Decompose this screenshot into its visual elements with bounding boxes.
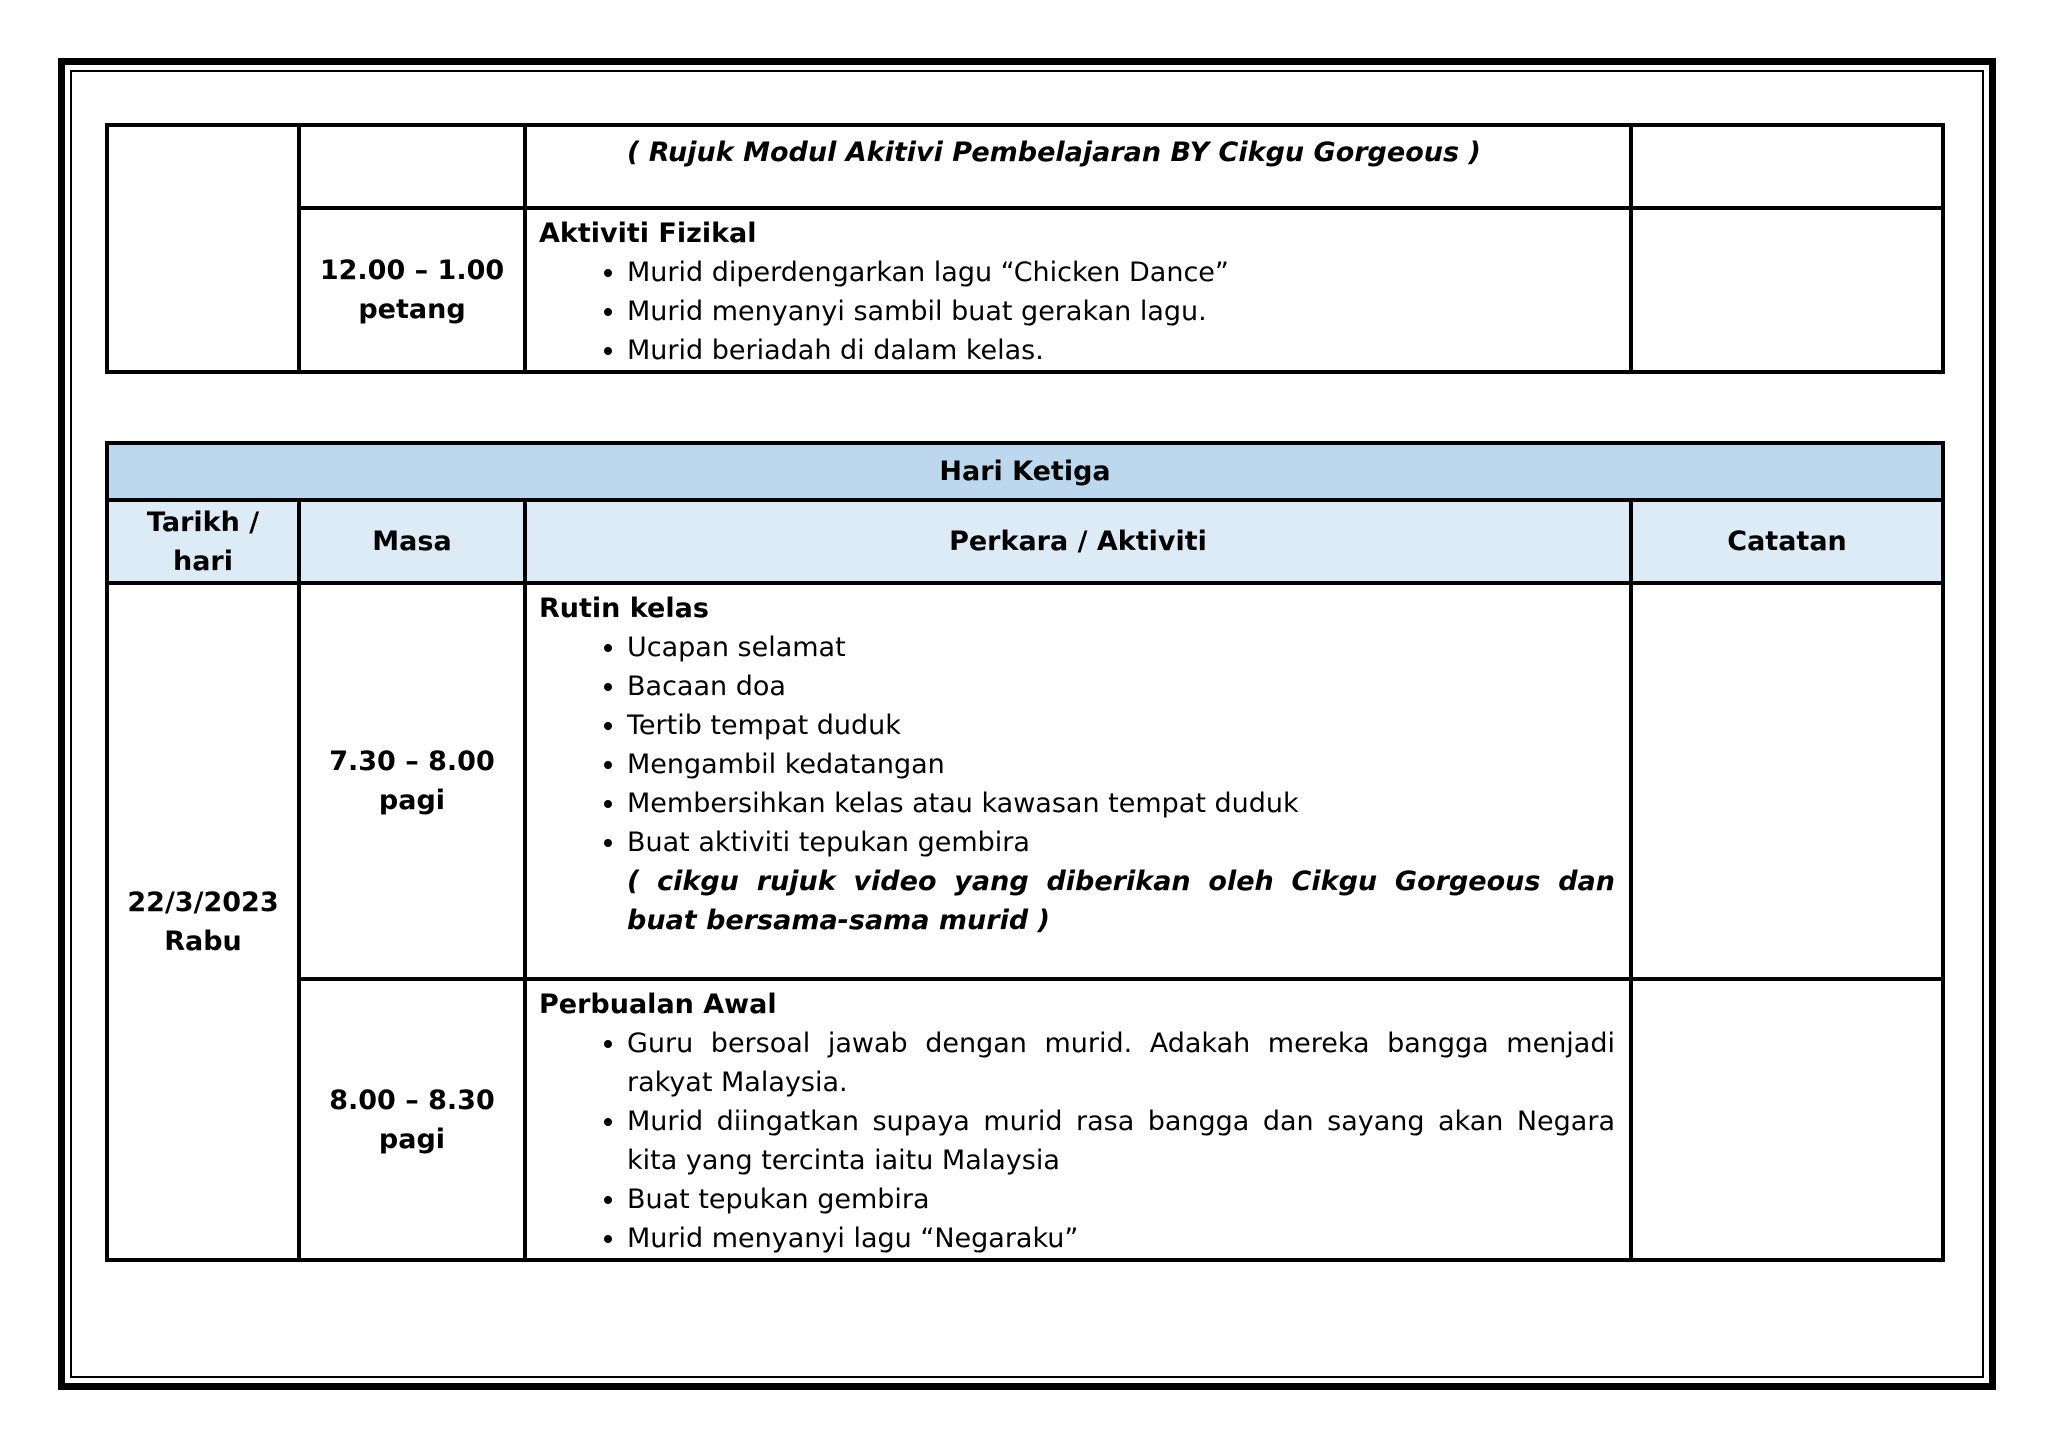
list-item: • Mengambil kedatangan bbox=[627, 745, 1615, 784]
list-item: • Buat aktiviti tepukan gembira bbox=[627, 823, 1615, 862]
list-item: • Murid beriadah di dalam kelas. bbox=[627, 331, 1615, 370]
table-row bbox=[107, 208, 1943, 372]
activity-title: Perbualan Awal bbox=[539, 989, 777, 1020]
catatan-cell bbox=[1631, 208, 1943, 372]
list-item: • Murid menyanyi sambil buat gerakan lagu. bbox=[627, 292, 1615, 331]
activity-cell bbox=[525, 979, 1631, 1260]
activity-list bbox=[539, 253, 1615, 370]
masa-period: pagi bbox=[378, 1123, 446, 1155]
masa-time: 8.00 – 8.30 bbox=[329, 1084, 495, 1116]
masa-time: 12.00 – 1.00 bbox=[319, 255, 505, 286]
header-perkara: Perkara / Aktiviti bbox=[525, 500, 1631, 583]
masa-period: pagi bbox=[378, 785, 446, 816]
list-item: • Murid diperdengarkan lagu “Chicken Dance” bbox=[627, 253, 1615, 292]
activity-list bbox=[539, 1024, 1615, 1258]
list-item: • Bacaan doa bbox=[627, 667, 1615, 706]
activity-title: Rutin kelas bbox=[539, 593, 709, 624]
header-catatan: Catatan bbox=[1631, 500, 1943, 583]
continuation-table bbox=[105, 123, 1945, 374]
catatan-cell bbox=[1631, 583, 1943, 979]
masa-time: 7.30 – 8.00 bbox=[329, 746, 495, 777]
day-table bbox=[105, 441, 1945, 1262]
activity-cell bbox=[525, 208, 1631, 372]
masa-cell bbox=[299, 583, 525, 979]
date-cell bbox=[107, 583, 299, 1260]
header-masa: Masa bbox=[299, 500, 525, 583]
activity-cell bbox=[525, 125, 1631, 208]
list-item: • Ucapan selamat bbox=[627, 628, 1615, 667]
activity-note: ( cikgu rujuk video yang diberikan oleh Cikgu Gorgeous dan buat bersama-sama murid ) bbox=[627, 866, 1615, 936]
rujuk-note: ( Rujuk Modul Akitivi Pembelajaran BY Cikgu Gorgeous ) bbox=[627, 137, 1481, 168]
list-item: • Murid menyanyi lagu “Negaraku” bbox=[627, 1219, 1615, 1258]
masa-cell bbox=[299, 125, 525, 208]
activity-title: Aktiviti Fizikal bbox=[539, 218, 757, 249]
table-row bbox=[107, 979, 1943, 1260]
date-value: 22/3/2023 bbox=[127, 886, 279, 918]
catatan-cell bbox=[1631, 979, 1943, 1260]
table-row bbox=[107, 125, 1943, 208]
day-title: Hari Ketiga bbox=[107, 443, 1943, 500]
activity-cell bbox=[525, 583, 1631, 979]
list-item: • Tertib tempat duduk bbox=[627, 706, 1615, 745]
day-value: Rabu bbox=[164, 925, 242, 957]
table-row bbox=[107, 443, 1943, 500]
masa-cell bbox=[299, 208, 525, 372]
header-tarikh: Tarikh / hari bbox=[107, 500, 299, 583]
masa-period: petang bbox=[358, 294, 466, 325]
list-item: • Murid diingatkan supaya murid rasa bangga dan sayang akan Negara kita yang tercinta iaitu Malaysia bbox=[627, 1102, 1615, 1180]
table-row bbox=[107, 583, 1943, 979]
date-cell bbox=[107, 125, 299, 372]
catatan-cell bbox=[1631, 125, 1943, 208]
list-item: • Guru bersoal jawab dengan murid. Adakah mereka bangga menjadi rakyat Malaysia. bbox=[627, 1024, 1615, 1102]
list-item: • Buat tepukan gembira bbox=[627, 1180, 1615, 1219]
table-header-row bbox=[107, 500, 1943, 583]
masa-cell bbox=[299, 979, 525, 1260]
activity-list bbox=[539, 628, 1615, 862]
list-item: • Membersihkan kelas atau kawasan tempat duduk bbox=[627, 784, 1615, 823]
